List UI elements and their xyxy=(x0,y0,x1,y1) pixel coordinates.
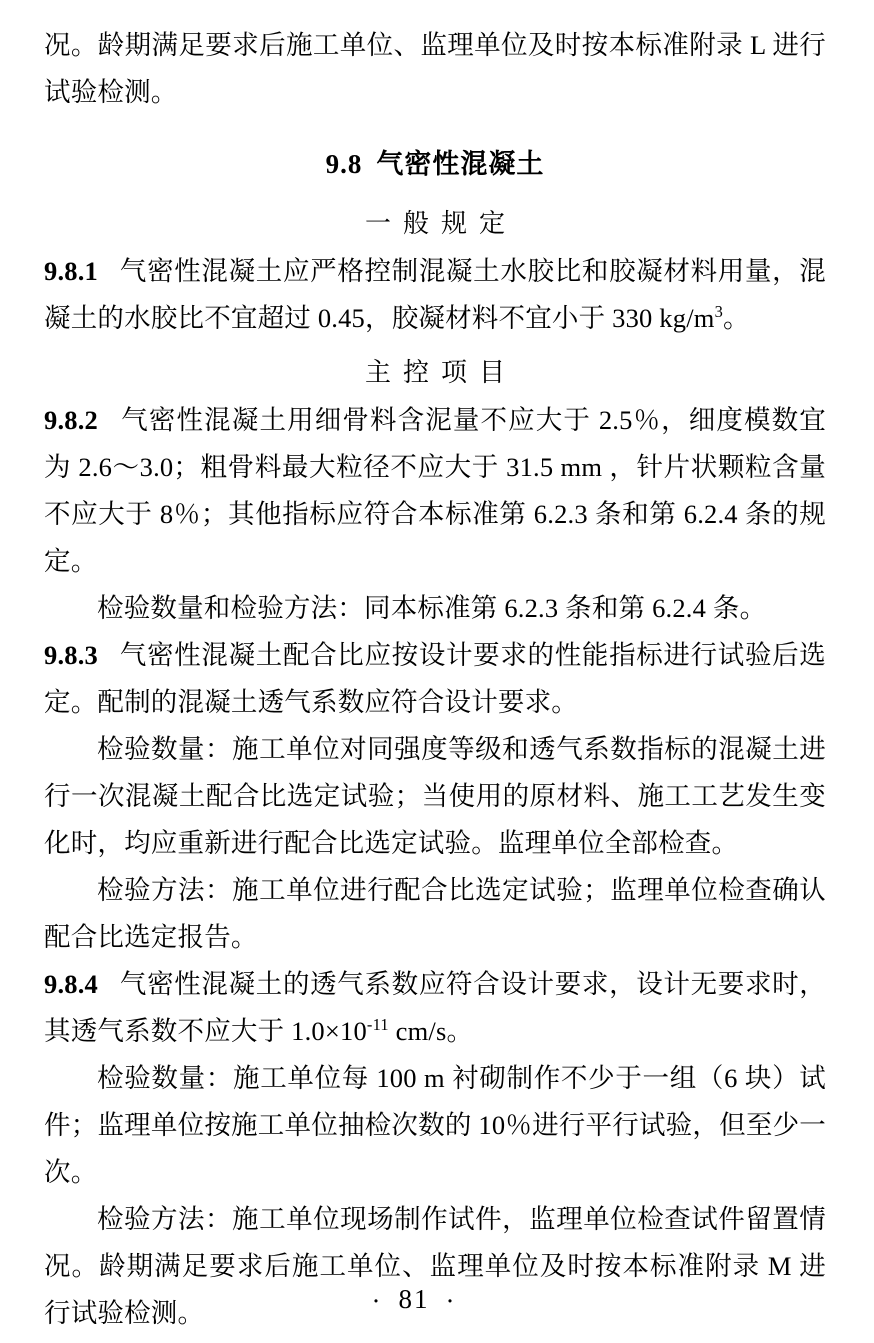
footer-dot-left: · xyxy=(371,1286,383,1316)
section-heading xyxy=(44,142,826,181)
clause-9-8-1-tail: 。 xyxy=(723,303,750,333)
clause-9-8-4-text-b: cm/s。 xyxy=(388,1016,474,1046)
clause-9-8-4-text-a: 气密性混凝土的透气系数应符合设计要求，设计无要求时，其透气系数不应大于 1.0×10 xyxy=(44,969,826,1046)
clause-9-8-3 xyxy=(44,632,826,726)
footer-dot-right: · xyxy=(445,1286,457,1316)
clause-9-8-4 xyxy=(44,961,826,1055)
clause-9-8-2-inspection: 检验数量和检验方法：同本标准第 6.2.3 条和第 6.2.4 条。 xyxy=(97,593,767,623)
clause-9-8-1-superscript: 3 xyxy=(714,302,723,322)
subheading-general-rules: 一般规定 xyxy=(364,209,517,238)
page-footer xyxy=(0,1284,874,1317)
clause-9-8-3-inspection-method: 检验方法：施工单位进行配合比选定试验；监理单位检查确认配合比选定报告。 xyxy=(44,875,826,952)
clause-9-8-1-number: 9.8.1 xyxy=(44,256,98,286)
clause-9-8-2 xyxy=(44,397,826,585)
clause-9-8-3-inspection-quantity: 检验数量：施工单位对同强度等级和透气系数指标的混凝土进行一次混凝土配合比选定试验；当使用的原材料、施工工艺发生变化时，均应重新进行配合比选定试验。监理单位全部检查。 xyxy=(44,734,826,858)
subheading-main-control-items: 主控项目 xyxy=(364,358,517,387)
clause-9-8-1-text: 气密性混凝土应严格控制混凝土水胶比和胶凝材料用量，混凝土的水胶比不宜超过 0.45，胶凝材料不宜小于 330 kg/m xyxy=(44,256,826,333)
clause-9-8-2-text: 气密性混凝土用细骨料含泥量不应大于 2.5％，细度模数宜为 2.6～3.0；粗骨料最大粒径不应大于 31.5 mm ，针片状颗粒含量不应大于 8％；其他指标应符合本标准第 6.2.3 条和第 6.2.4 条的规定。 xyxy=(44,405,826,576)
section-title-text: 气密性混凝土 xyxy=(376,149,545,179)
clause-9-8-4-number: 9.8.4 xyxy=(44,969,98,999)
clause-9-8-3-text: 气密性混凝土配合比应按设计要求的性能指标进行试验后选定。配制的混凝土透气系数应符合设计要求。 xyxy=(44,640,826,717)
clause-9-8-2-number: 9.8.2 xyxy=(44,405,98,435)
clause-9-8-1 xyxy=(44,248,826,342)
page-number: 81 xyxy=(398,1283,430,1314)
clause-9-8-3-number: 9.8.3 xyxy=(44,640,98,670)
clause-9-8-4-inspection-method: 检验方法：施工单位现场制作试件，监理单位检查试件留置情况。龄期满足要求后施工单位、监理单位及时按本标准附录 M 进行试验检测。 xyxy=(44,1204,826,1328)
section-number: 9.8 xyxy=(325,149,363,179)
clause-9-8-4-inspection-quantity: 检验数量：施工单位每 100 m 衬砌制作不少于一组（6 块）试件；监理单位按施工单位抽检次数的 10％进行平行试验，但至少一次。 xyxy=(44,1063,826,1187)
clause-9-8-4-superscript: -11 xyxy=(366,1015,389,1035)
continued-paragraph: 况。龄期满足要求后施工单位、监理单位及时按本标准附录 L 进行试验检测。 xyxy=(44,30,826,107)
